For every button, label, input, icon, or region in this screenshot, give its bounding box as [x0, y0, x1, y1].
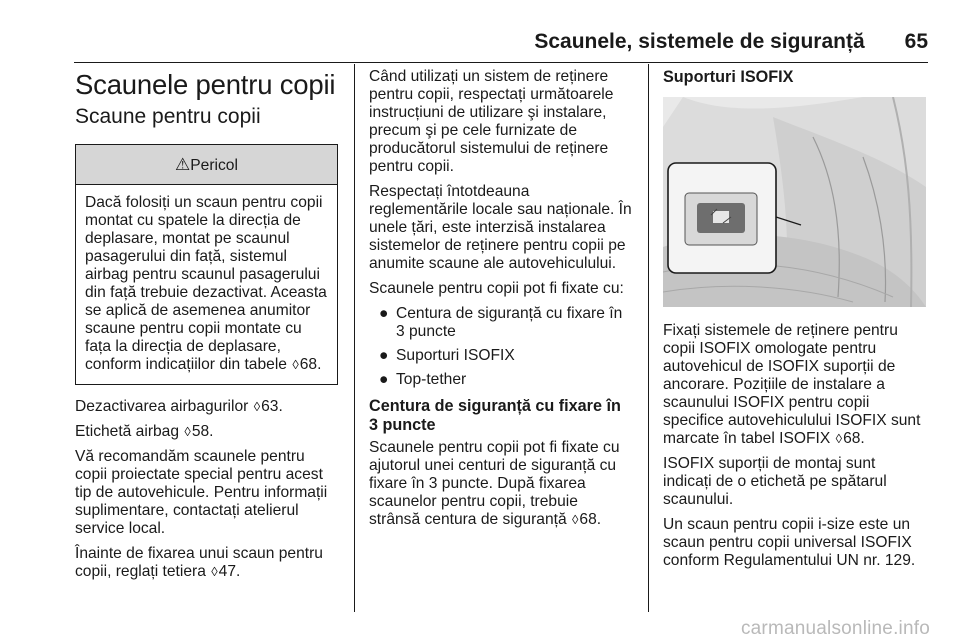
danger-text: Dacă folosiți un scaun pentru copii montat cu spatele la direcția de deplasare, montat pe scaunul pasagerului din față, sistemul airbag pentru scaunul pasagerului din față trebuie dezactivat. Aceasta se aplică de asemenea anumitor scaune pentru copii montate cu fața la direcția de deplasare, conform indicațiilor din tabele ◊68. [85, 194, 327, 373]
reference-arrow-icon: ◊ [571, 512, 579, 527]
page-reference: 47. [218, 563, 241, 580]
paragraph: Scaunele pentru copii pot fi fixate cu ajutorul unei centuri de siguranță cu fixare în 3 puncte. După fixarea scaunelor pentru copii, trebuie strânsă centura de siguranță ◊68. [369, 439, 620, 528]
isofix-seat-illustration [663, 97, 926, 307]
danger-box [75, 144, 338, 385]
paragraph: Înainte de fixarea unui scaun pentru copii, reglați tetiera ◊47. [75, 545, 323, 580]
subsection-heading: Suporturi ISOFIX [663, 68, 794, 86]
page-reference: 68. [579, 511, 602, 528]
list-item: ● Centura de siguranță cu fixare în 3 puncte [379, 305, 623, 340]
page-reference: 68. [843, 430, 865, 447]
reference-arrow-icon: ◊ [253, 399, 261, 414]
page-number: 65 [904, 30, 928, 53]
bullet-list [369, 305, 632, 389]
paragraph: Vă recomandăm scaunele pentru copii proiectate special pentru acest tip de autovehicule. Pentru informații suplimentare, contactați atelierul service local. [75, 448, 328, 537]
danger-header [76, 145, 337, 185]
reference-arrow-icon: ◊ [835, 431, 843, 446]
bullet-icon: ● [379, 347, 389, 364]
paragraph: Fixați sistemele de reținere pentru copii ISOFIX omologate pentru autovehicul de ISOFIX suporții de ancorare. Pozițiile de instalare a scaunului ISOFIX pentru copii specifice autovehiculului ISOFIX sunt marcate în tabel ISOFIX ◊68. [663, 322, 921, 447]
bullet-icon: ● [379, 371, 389, 388]
page-reference: 58. [191, 423, 214, 440]
chapter-title: Scaunele, sistemele de siguranță [534, 30, 865, 53]
warning-triangle-icon: ⚠ [175, 155, 191, 174]
subsection-title: Scaune pentru copii [75, 105, 261, 128]
header-rule [74, 62, 928, 63]
reference-arrow-icon: ◊ [211, 564, 218, 579]
paragraph: Scaunele pentru copii pot fi fixate cu: [369, 280, 624, 297]
paragraph: Dezactivarea airbagurilor ◊63. [75, 398, 283, 415]
watermark: carmanualsonline.info [740, 618, 930, 639]
bullet-icon: ● [379, 305, 389, 322]
page-header [0, 24, 928, 54]
column-3 [663, 68, 926, 577]
section-title: Scaunele pentru copii [75, 69, 336, 100]
reference-arrow-icon: ◊ [184, 424, 191, 439]
column-divider-2 [648, 64, 649, 612]
paragraph: ISOFIX suporții de montaj sunt indicați de o etichetă pe spătarul scaunului. [663, 455, 887, 508]
page-reference: 68. [299, 356, 322, 373]
subsection-heading: Centura de siguranță cu fixare în 3 puncte [369, 397, 621, 434]
column-divider-1 [354, 64, 355, 612]
list-item: ● Top-tether [379, 371, 467, 388]
danger-title: Pericol [190, 157, 238, 174]
paragraph: Respectați întotdeauna reglementările locale sau naționale. În unele țări, este interzisă instalarea sistemelor de reținere pentru copii pe anumite scaune ale autovehiculului. [369, 183, 632, 272]
paragraph: Când utilizați un sistem de reținere pentru copii, respectați următoarele instrucțiuni de utilizare şi instalare, precum şi pe cele furnizate de producătorul sistemului de reținere pentru copii. [369, 68, 614, 175]
paragraph: Etichetă airbag ◊58. [75, 423, 214, 440]
reference-arrow-icon: ◊ [292, 357, 299, 372]
page-reference: 63. [261, 398, 283, 415]
list-item: ● Suporturi ISOFIX [379, 347, 515, 364]
column-1 [75, 68, 338, 588]
column-2 [369, 68, 632, 536]
paragraph: Un scaun pentru copii i-size este un scaun pentru copii universal ISOFIX conform Regulamentului UN nr. 129. [663, 516, 916, 569]
